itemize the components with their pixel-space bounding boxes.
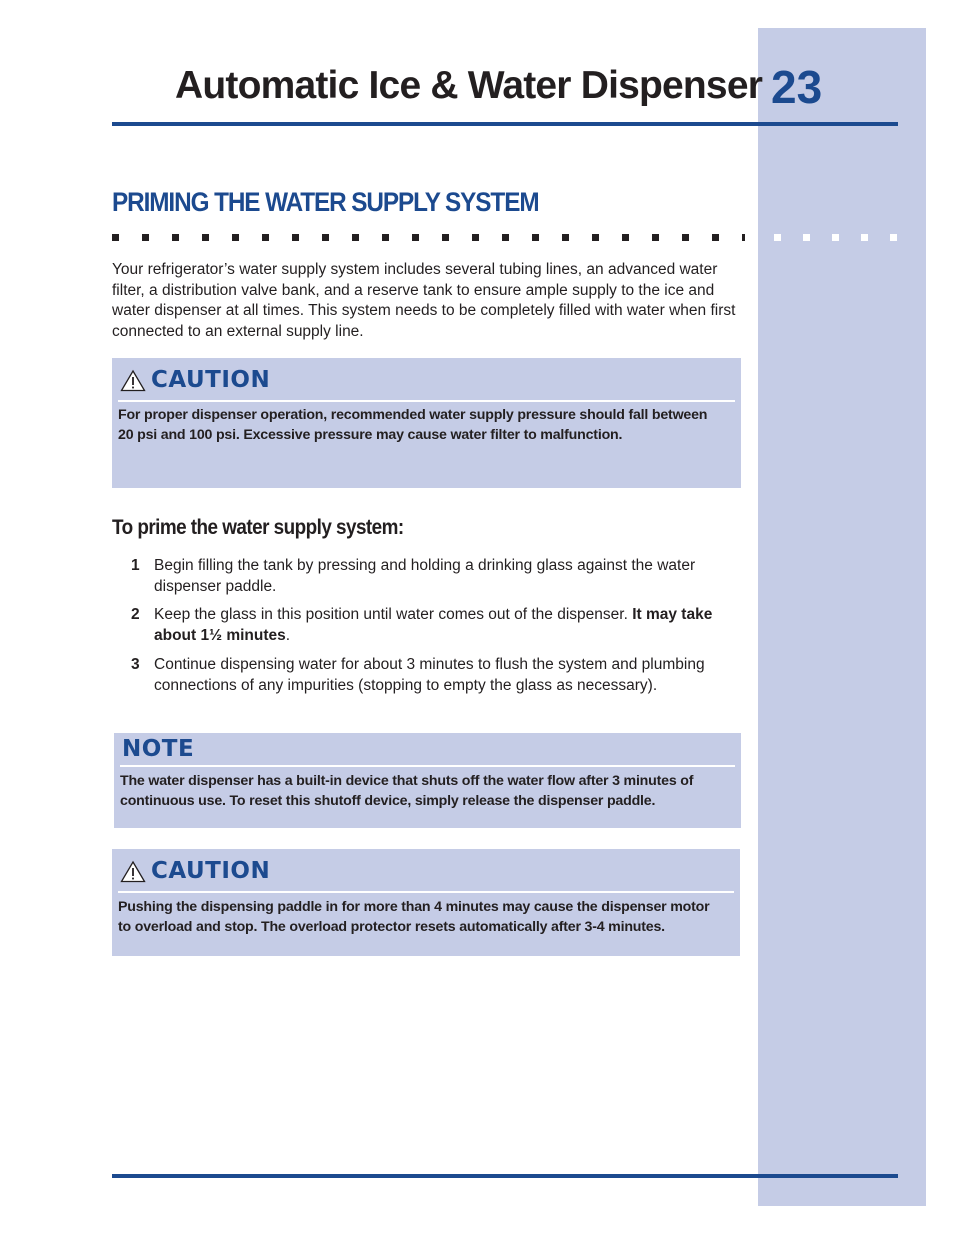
caution-box-pressure bbox=[112, 358, 741, 488]
dotted-divider bbox=[112, 234, 745, 241]
side-band bbox=[758, 28, 926, 1206]
note-box bbox=[114, 733, 741, 828]
section-heading: PRIMING THE WATER SUPPLY SYSTEM bbox=[112, 187, 539, 217]
footer-rule bbox=[112, 1174, 898, 1178]
caution-text: Pushing the dispensing paddle in for more than 4 minutes may cause the dispenser motor to overload and stop. The overload protector resets automatically after 3-4 minutes. bbox=[118, 899, 710, 935]
caution-rule bbox=[118, 891, 734, 893]
step-number: 3 bbox=[131, 655, 140, 673]
note-heading: NOTE bbox=[122, 736, 195, 762]
step-number: 1 bbox=[131, 557, 140, 574]
header-rule bbox=[112, 122, 898, 126]
step-number: 2 bbox=[131, 606, 140, 624]
note-rule bbox=[120, 765, 735, 767]
page-number: 23 bbox=[771, 61, 823, 113]
step-text: Continue dispensing water for about 3 minutes to flush the system and plumbing connections of any impurities (stopping to empty the glass as necessary). bbox=[154, 655, 705, 694]
step-text: Begin filling the tank by pressing and holding a drinking glass against the water dispenser paddle. bbox=[154, 557, 696, 595]
step-emphasis: It may take about 1½ minutes bbox=[154, 606, 713, 645]
step-2 bbox=[112, 605, 744, 646]
step-1 bbox=[112, 556, 744, 597]
caution-label: CAUTION bbox=[151, 367, 271, 393]
caution-heading bbox=[120, 366, 270, 394]
caution-box-overload bbox=[112, 849, 740, 956]
warning-triangle-icon bbox=[120, 860, 146, 883]
caution-heading bbox=[120, 857, 270, 885]
caution-rule bbox=[118, 400, 735, 402]
dotted-divider-sideband bbox=[774, 234, 904, 241]
note-text: The water dispenser has a built-in device that shuts off the water flow after 3 minutes of continuous use. To reset this shutoff device, simply release the dispenser paddle. bbox=[120, 773, 694, 809]
step-3 bbox=[112, 655, 744, 696]
caution-text: For proper dispenser operation, recommended water supply pressure should fall between 20 psi and 100 psi. Excessive pressure may cause water filter to malfunction. bbox=[118, 407, 708, 443]
page-title: Automatic Ice & Water Dispenser bbox=[175, 64, 763, 107]
intro-paragraph: Your refrigerator’s water supply system includes several tubing lines, an advanced water filter, a distribution valve bank, and a reserve tank to ensure ample supply to the ice and water dispenser at all times. This system needs to be completely filled with water when first connected to an external supply line. bbox=[112, 261, 736, 341]
step-text-end: . bbox=[285, 627, 291, 645]
caution-label: CAUTION bbox=[151, 858, 271, 884]
procedure-heading: To prime the water supply system: bbox=[112, 516, 404, 539]
warning-triangle-icon bbox=[120, 369, 146, 392]
step-text: Keep the glass in this position until water comes out of the dispenser. bbox=[154, 606, 633, 624]
procedure-steps bbox=[112, 556, 744, 704]
